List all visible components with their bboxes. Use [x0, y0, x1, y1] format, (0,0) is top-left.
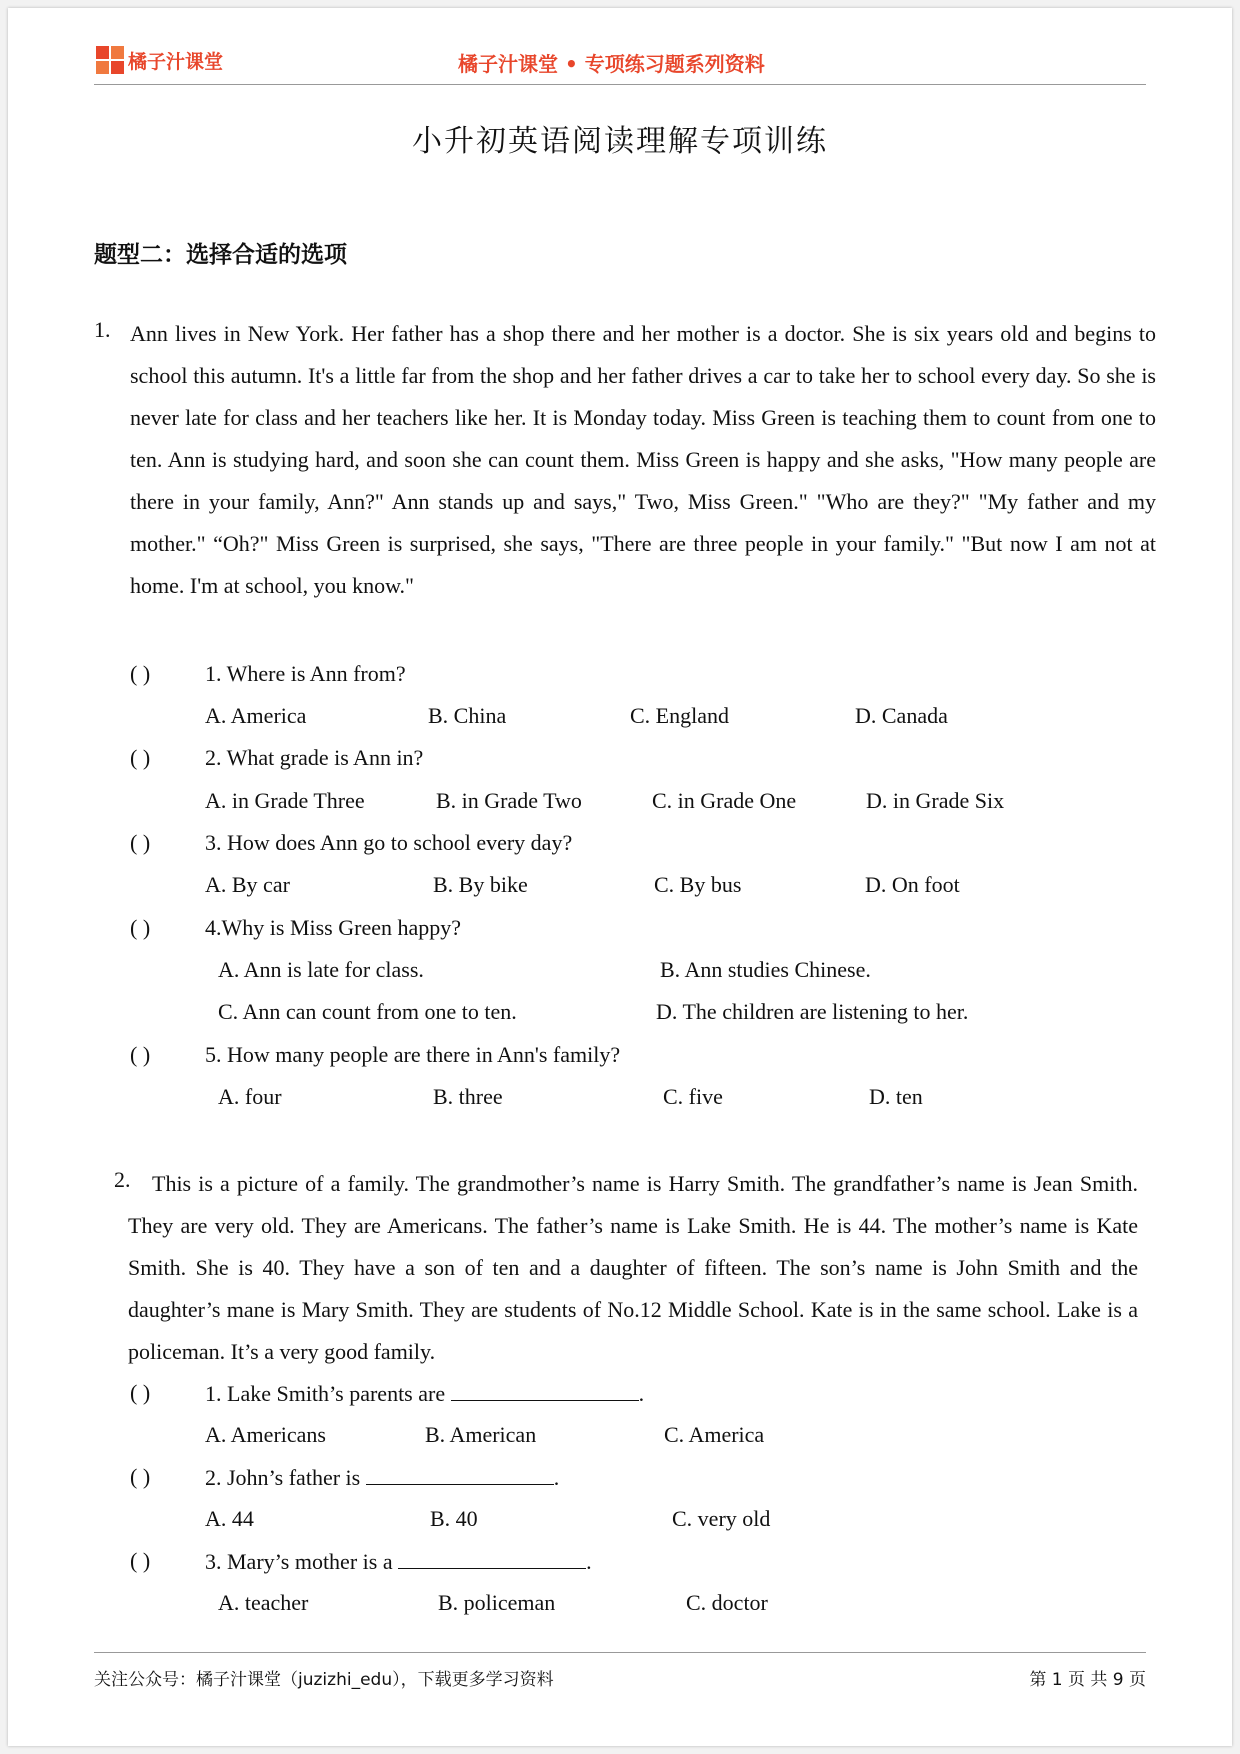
- option-1-2-d[interactable]: D. in Grade Six: [866, 788, 1005, 813]
- option-1-1-c[interactable]: C. England: [630, 703, 729, 728]
- question-2-2-end: .: [553, 1465, 560, 1490]
- answer-blank-2-1[interactable]: ( ): [130, 1380, 151, 1405]
- option-1-5-a[interactable]: A. four: [218, 1084, 282, 1109]
- option-2-1-b[interactable]: B. American: [425, 1422, 537, 1447]
- passage-1-number: 1.: [94, 317, 111, 342]
- passage-2-text: This is a picture of a family. The grandmother’s name is Harry Smith. The grandfather’s name is Jean Smith. They are very old. They are Americans. The father’s name is Lake Smith. He is 44. The mother’s name is Kate Smith. She is 40. They have a son of ten and a daughter of fifteen. The son’s name is John Smith and the daughter’s mane is Mary Smith. They are students of No.12 Middle School. Kate is in the same school. Lake is a policeman. It’s a very good family.: [128, 1171, 1138, 1364]
- question-1-4: 4.Why is Miss Green happy?: [205, 915, 462, 940]
- option-1-5-b[interactable]: B. three: [433, 1084, 503, 1109]
- question-2-1-text: 1. Lake Smith’s parents are: [205, 1381, 446, 1406]
- question-1-3: 3. How does Ann go to school every day?: [205, 830, 573, 855]
- option-1-5-d[interactable]: D. ten: [869, 1084, 923, 1109]
- option-1-4-a[interactable]: A. Ann is late for class.: [218, 957, 424, 982]
- option-2-3-b[interactable]: B. policeman: [438, 1590, 556, 1615]
- answer-blank-2-2[interactable]: ( ): [130, 1464, 151, 1489]
- question-2-2-text: 2. John’s father is: [205, 1465, 361, 1490]
- answer-blank-2-3[interactable]: ( ): [130, 1548, 151, 1573]
- question-2-3-text: 3. Mary’s mother is a: [205, 1549, 393, 1574]
- section-heading: 题型二：选择合适的选项: [94, 241, 347, 268]
- option-1-1-b[interactable]: B. China: [428, 703, 507, 728]
- option-1-3-a[interactable]: A. By car: [205, 872, 290, 897]
- logo-icon: [96, 46, 124, 74]
- option-2-3-a[interactable]: A. teacher: [218, 1590, 309, 1615]
- page-title: 小升初英语阅读理解专项训练: [412, 124, 828, 159]
- footer-divider: [94, 1652, 1146, 1653]
- option-1-3-d[interactable]: D. On foot: [865, 872, 960, 897]
- answer-blank-1-5[interactable]: ( ): [130, 1042, 151, 1067]
- answer-blank-1-2[interactable]: ( ): [130, 745, 151, 770]
- header-title: 橘子汁课堂 • 专项练习题系列资料: [458, 52, 765, 76]
- passage-1-text: Ann lives in New York. Her father has a shop there and her mother is a doctor. She is six years old and begins to school this autumn. It's a little far from the shop and her father drives a car to take her to school every day. So she is never late for class and her teachers like her. It is Monday today. Miss Green is teaching them to count from one to ten. Ann is studying hard, and soon she can count them. Miss Green is happy and she asks, "How many people are there in your family, Ann?" Ann stands up and says," Two, Miss Green." "Who are they?" "My father and my mother." “Oh?" Miss Green is surprised, she says, "There are three people in your family." "But now I am not at home. I'm at school, you know.": [130, 321, 1156, 598]
- page-number: 第 1 页 共 9 页: [1029, 1670, 1146, 1690]
- option-2-2-b[interactable]: B. 40: [430, 1506, 478, 1531]
- option-2-1-a[interactable]: A. Americans: [205, 1422, 326, 1447]
- option-1-4-d[interactable]: D. The children are listening to her.: [656, 999, 969, 1024]
- option-1-3-c[interactable]: C. By bus: [654, 872, 742, 897]
- fill-blank-2-3[interactable]: [398, 1548, 586, 1569]
- passage-2-number: 2.: [114, 1167, 131, 1192]
- option-1-1-d[interactable]: D. Canada: [855, 703, 948, 728]
- option-1-4-b[interactable]: B. Ann studies Chinese.: [660, 957, 871, 982]
- question-2-3-end: .: [586, 1549, 592, 1574]
- option-1-2-a[interactable]: A. in Grade Three: [205, 788, 365, 813]
- question-2-2: [205, 1464, 559, 1491]
- logo-text: 橘子汁课堂: [128, 50, 224, 73]
- question-2-1: [205, 1380, 644, 1407]
- option-1-2-b[interactable]: B. in Grade Two: [436, 788, 582, 813]
- option-2-1-c[interactable]: C. America: [664, 1422, 765, 1447]
- question-1-1: 1. Where is Ann from?: [205, 661, 406, 686]
- answer-blank-1-4[interactable]: ( ): [130, 915, 151, 940]
- option-1-3-b[interactable]: B. By bike: [433, 872, 528, 897]
- option-1-1-a[interactable]: A. America: [205, 703, 307, 728]
- footer-left: 关注公众号：橘子汁课堂（juzizhi_edu），下载更多学习资料: [94, 1670, 554, 1690]
- answer-blank-1-1[interactable]: ( ): [130, 661, 151, 686]
- question-2-3: [205, 1548, 592, 1575]
- fill-blank-2-2[interactable]: [366, 1464, 554, 1485]
- question-1-2: 2. What grade is Ann in?: [205, 745, 424, 770]
- brand-logo: [96, 46, 223, 74]
- option-1-4-c[interactable]: C. Ann can count from one to ten.: [218, 999, 517, 1024]
- option-1-5-c[interactable]: C. five: [663, 1084, 723, 1109]
- question-1-5: 5. How many people are there in Ann's family?: [205, 1042, 621, 1067]
- question-2-1-end: .: [638, 1381, 645, 1406]
- fill-blank-2-1[interactable]: [451, 1380, 639, 1401]
- option-1-2-c[interactable]: C. in Grade One: [652, 788, 797, 813]
- answer-blank-1-3[interactable]: ( ): [130, 830, 151, 855]
- option-2-2-c[interactable]: C. very old: [672, 1506, 771, 1531]
- option-2-3-c[interactable]: C. doctor: [686, 1590, 768, 1615]
- option-2-2-a[interactable]: A. 44: [205, 1506, 254, 1531]
- header-divider: [94, 84, 1146, 85]
